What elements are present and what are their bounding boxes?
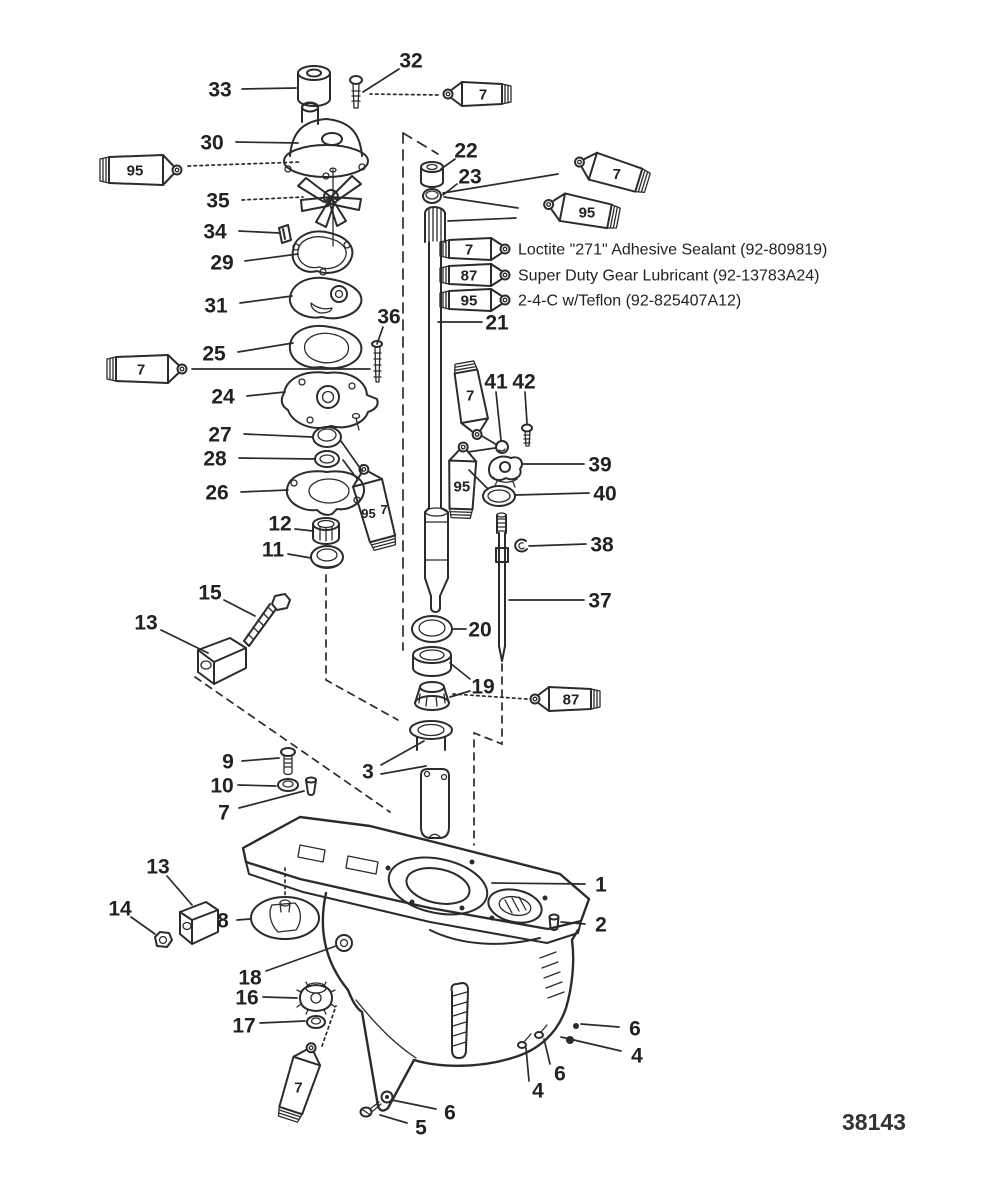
callout-41: 41	[484, 370, 508, 394]
callout-13-leader	[167, 876, 192, 905]
construction-dashed-lines	[188, 94, 558, 1046]
sealant-tube-87	[440, 264, 510, 286]
callout-17: 17	[232, 1014, 256, 1038]
callout-3: 3	[362, 760, 374, 784]
callout-12-leader	[295, 529, 313, 531]
callout-5-leader	[380, 1115, 407, 1123]
part-6-nut-skeg	[382, 1092, 393, 1103]
sealant-tube-95	[440, 289, 510, 311]
part-12-bearing	[313, 518, 339, 544]
tube-code-label: 87	[460, 267, 478, 285]
part-1-gearcase-housing	[243, 817, 589, 1111]
part-30-water-pump-housing	[284, 103, 368, 180]
sealant-tube-7	[440, 238, 510, 260]
part-16-drain-plug	[297, 982, 335, 1014]
callout-34: 34	[203, 220, 227, 244]
callout-29-leader	[245, 254, 298, 261]
callout-3-leader	[381, 741, 424, 765]
part-31-face-plate	[290, 278, 362, 318]
tube-code-label: 7	[465, 387, 475, 405]
legend-item-7	[440, 238, 827, 260]
callout-1: 1	[595, 873, 607, 897]
part-13-anode-block-lower	[180, 902, 218, 944]
part-25-gasket	[290, 326, 362, 368]
part-38-retainer-clip	[515, 540, 527, 552]
callout-32: 32	[399, 49, 423, 73]
part-33-bushing	[298, 66, 330, 106]
callout-26-leader	[241, 490, 288, 492]
callout-12: 12	[268, 512, 292, 536]
part-32-screw	[350, 76, 362, 108]
callout-40-leader	[516, 493, 589, 495]
callout-8: 8	[217, 909, 229, 933]
callout-41-leader	[496, 392, 501, 440]
part-7-dowel-pin	[306, 778, 316, 796]
callout-6: 6	[554, 1062, 566, 1086]
callout-35-leader	[242, 197, 303, 200]
callout-25-leader	[238, 343, 293, 352]
part-21-driveshaft	[425, 207, 448, 612]
callout-19-leader	[450, 663, 470, 679]
tube-code-label: 7	[612, 165, 621, 183]
tube-code-label: 95	[126, 162, 144, 180]
tube-code-label: 7	[380, 502, 388, 518]
sealant-tube-7	[275, 1039, 326, 1123]
callout-24: 24	[211, 385, 235, 409]
callout-8-leader	[237, 919, 250, 920]
callout-13: 13	[146, 855, 170, 879]
tube-code-label: 87	[562, 691, 580, 709]
callout-4: 4	[532, 1079, 544, 1103]
legend-item-87	[440, 264, 820, 286]
sealant-tube-7	[107, 355, 187, 383]
part-41-detent-ball	[496, 441, 508, 453]
callout-2: 2	[595, 913, 607, 937]
callout-7: 7	[218, 801, 230, 825]
part-27-seal-carrier	[313, 427, 341, 447]
part-23-ring	[423, 189, 441, 203]
part-3-bearing-carrier-sleeve	[410, 721, 452, 838]
callout-37: 37	[588, 589, 612, 613]
callout-33: 33	[208, 78, 232, 102]
callout-19: 19	[471, 675, 495, 699]
callout-13-leader	[161, 630, 208, 653]
callout-40: 40	[593, 482, 617, 506]
tube-code-label: 7	[464, 241, 474, 259]
part-29-gasket	[293, 232, 353, 275]
tube-code-label: 95	[460, 292, 478, 310]
callout-10-leader	[238, 785, 276, 786]
callout-30-leader	[236, 142, 298, 143]
callout-23-leader	[443, 184, 457, 195]
tube-code-label: 7	[478, 86, 488, 104]
callout-15: 15	[198, 581, 222, 605]
part-42-screw	[522, 425, 532, 447]
callout-38: 38	[590, 533, 614, 557]
callout-9-leader	[242, 758, 279, 761]
callout-16: 16	[235, 986, 259, 1010]
callout-6-leader	[544, 1039, 550, 1064]
callout-20: 20	[468, 618, 492, 642]
fasteners-4-and-6	[518, 1023, 579, 1048]
callout-26: 26	[205, 481, 229, 505]
callout-6: 6	[629, 1017, 641, 1041]
legend-text-87: Super Duty Gear Lubricant (92-13783A24)	[518, 267, 820, 285]
legend-item-95	[440, 289, 741, 311]
callout-23: 23	[458, 165, 482, 189]
tube-code-label: 7	[294, 1079, 303, 1097]
callout-15-leader	[224, 600, 255, 616]
part-18-nut	[336, 935, 352, 951]
callout-42: 42	[512, 370, 536, 394]
part-17-washer	[307, 1016, 325, 1028]
callout-33-leader	[242, 88, 296, 89]
part-40-o-ring	[483, 486, 515, 506]
sealant-tube-95	[542, 190, 621, 232]
callout-6: 6	[444, 1101, 456, 1125]
callout-34-leader	[239, 231, 279, 233]
figure-number: 38143	[842, 1109, 906, 1135]
tube-code-label: 95	[361, 506, 376, 522]
sealant-tube-7	[571, 147, 651, 196]
part-10-washer	[278, 779, 298, 791]
callout-6-leader	[392, 1100, 436, 1109]
callout-29: 29	[210, 251, 234, 275]
part-36-screw	[372, 341, 382, 382]
callout-10: 10	[210, 774, 234, 798]
part-14-nut	[155, 932, 172, 947]
part-28-oil-seal	[315, 451, 339, 467]
part-15-bolt	[244, 594, 290, 646]
callout-25: 25	[202, 342, 226, 366]
callout-28-leader	[239, 458, 314, 459]
callout-32-leader	[363, 69, 399, 92]
callout-30: 30	[200, 131, 224, 155]
callout-14-leader	[131, 917, 155, 934]
callout-11-leader	[288, 554, 311, 558]
callout-6-leader	[581, 1024, 619, 1027]
callout-3-leader	[381, 766, 426, 774]
callout-39: 39	[588, 453, 612, 477]
callout-31-leader	[240, 296, 292, 303]
part-11-seal-ring	[311, 546, 343, 568]
tube-code-label: 7	[136, 361, 146, 379]
callout-18: 18	[238, 966, 262, 990]
part-19-bearing-set	[413, 647, 451, 710]
part-22-bushing	[421, 162, 443, 187]
sealant-legend	[440, 238, 827, 311]
part-39-shift-cam	[489, 457, 522, 487]
callout-22-leader	[441, 159, 455, 169]
part-34-impeller-key	[279, 225, 291, 243]
sealant-tube-87	[531, 687, 601, 711]
callout-21: 21	[485, 311, 509, 335]
callout-38-leader	[529, 544, 586, 546]
part-13-anode-block-upper	[198, 638, 246, 684]
callout-18-leader	[266, 946, 336, 971]
sealant-tube-95-7	[347, 461, 399, 552]
callout-27-leader	[244, 434, 312, 437]
callout-36: 36	[377, 305, 401, 329]
sealant-tube-markers	[100, 82, 651, 1123]
callout-1-leader	[492, 883, 585, 884]
callout-35: 35	[206, 189, 230, 213]
part-26-gasket	[287, 471, 364, 515]
part-9-screw	[281, 748, 295, 775]
callout-14: 14	[108, 897, 132, 921]
callout-16-leader	[263, 997, 297, 998]
tube-code-label: 95	[578, 204, 596, 222]
part-8-trim-tab	[251, 897, 319, 939]
sealant-tube-95	[447, 442, 477, 518]
callout-22: 22	[454, 139, 478, 163]
tube-code-label: 95	[453, 478, 471, 496]
callout-27: 27	[208, 423, 232, 447]
callout-5: 5	[415, 1116, 427, 1140]
callout-28: 28	[203, 447, 227, 471]
callout-labels	[108, 50, 643, 1140]
part-20-thrust-ring	[412, 616, 452, 642]
legend-text-95: 2-4-C w/Teflon (92-825407A12)	[518, 292, 742, 310]
callout-7-leader	[239, 791, 304, 808]
callout-42-leader	[525, 392, 527, 423]
sealant-tube-7	[444, 82, 512, 106]
callout-13: 13	[134, 611, 158, 635]
part-24-pump-base	[282, 372, 378, 430]
callout-17-leader	[260, 1021, 305, 1023]
legend-text-7: Loctite "271" Adhesive Sealant (92-809819)	[518, 241, 828, 259]
callout-24-leader	[247, 392, 285, 396]
callout-11: 11	[261, 538, 285, 562]
part-37-shift-shaft	[496, 513, 508, 661]
sealant-tube-95	[100, 155, 182, 185]
callout-4: 4	[631, 1044, 643, 1068]
callout-9: 9	[222, 750, 234, 774]
callout-31: 31	[204, 294, 228, 318]
